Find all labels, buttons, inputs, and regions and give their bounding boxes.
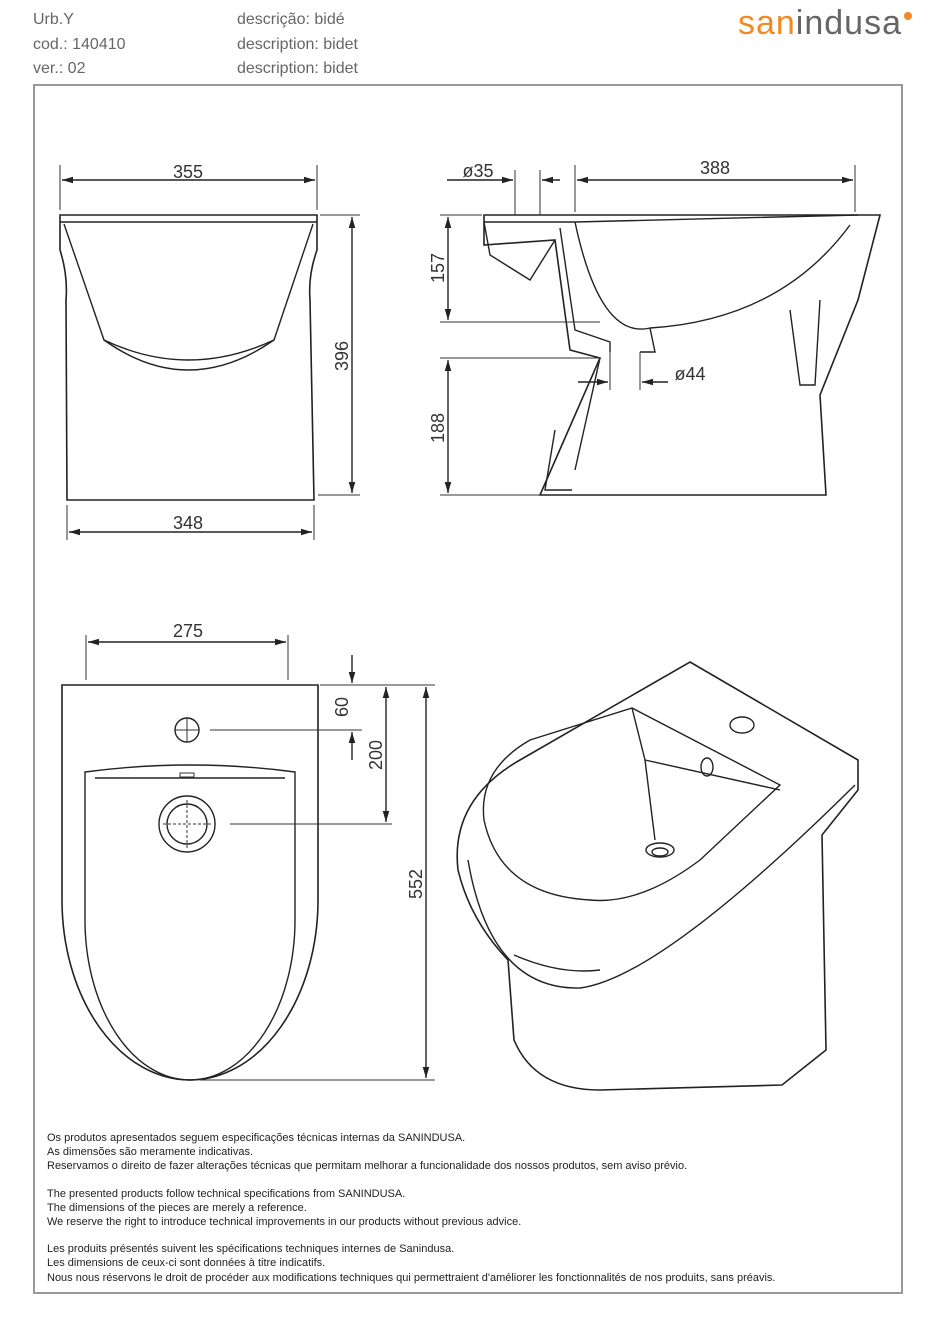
dim-side-outlet-dia: ø44 [674, 364, 706, 384]
perspective-view [457, 662, 858, 1090]
product-code: cod.: 140410 [33, 35, 126, 53]
note-line: The presented products follow technical specifications from SANINDUSA. [47, 1187, 406, 1200]
notes-en [47, 1187, 887, 1230]
note-line: Reservamos o direito de fazer alterações técnicas que permitam melhorar a funcionalidade dos nossos produtos, sem aviso prévio. [47, 1160, 688, 1173]
note-line: Os produtos apresentados seguem especificações técnicas internas da SANINDUSA. [47, 1132, 466, 1144]
dim-front-top-width: 355 [172, 162, 204, 182]
dim-front-height: 396 [332, 340, 352, 372]
note-line: The dimensions of the pieces are merely a reference. [47, 1201, 307, 1214]
dim-side-depth-top: 388 [699, 158, 731, 178]
description-en: description: bidet [237, 35, 358, 53]
model-name: Urb.Y [33, 11, 74, 28]
notes-pt [47, 1131, 887, 1174]
dim-front-base-width: 348 [172, 513, 204, 533]
dim-plan-length: 552 [406, 868, 426, 900]
dim-plan-drain-offset: 200 [366, 739, 386, 771]
logo-part2: indusa [795, 4, 902, 42]
disclaimer-notes [47, 1131, 887, 1298]
dim-side-base-height: 188 [428, 412, 448, 444]
note-line: Les dimensions de ceux-ci sont données à titre indicatifs. [47, 1257, 326, 1270]
note-line: Les produits présentés suivent les spécifications techniques internes de Sanindusa. [47, 1243, 455, 1256]
logo-part1: san [737, 4, 796, 42]
side-view [428, 158, 880, 495]
dim-side-hole-dia: ø35 [462, 161, 494, 181]
description-pt: descrição: bidé [237, 11, 345, 28]
description-fr: description: bidet [237, 60, 358, 77]
notes-fr [47, 1242, 887, 1285]
dim-side-bowl-depth: 157 [428, 252, 448, 284]
note-line: We reserve the right to introduce technical improvements in our products without previous advice. [47, 1216, 522, 1229]
front-view [60, 162, 360, 540]
note-line: Nous nous réservons le droit de procéder aux modifications techniques qui permettraient d'améliorer les fonctionnalités de nos produits, sans préavis. [47, 1271, 776, 1284]
note-line: As dimensões são meramente indicativas. [47, 1146, 254, 1159]
dim-plan-hole-offset: 60 [332, 696, 352, 718]
dim-plan-width: 275 [172, 621, 204, 641]
version: ver.: 02 [33, 60, 86, 77]
plan-view [62, 621, 435, 1080]
